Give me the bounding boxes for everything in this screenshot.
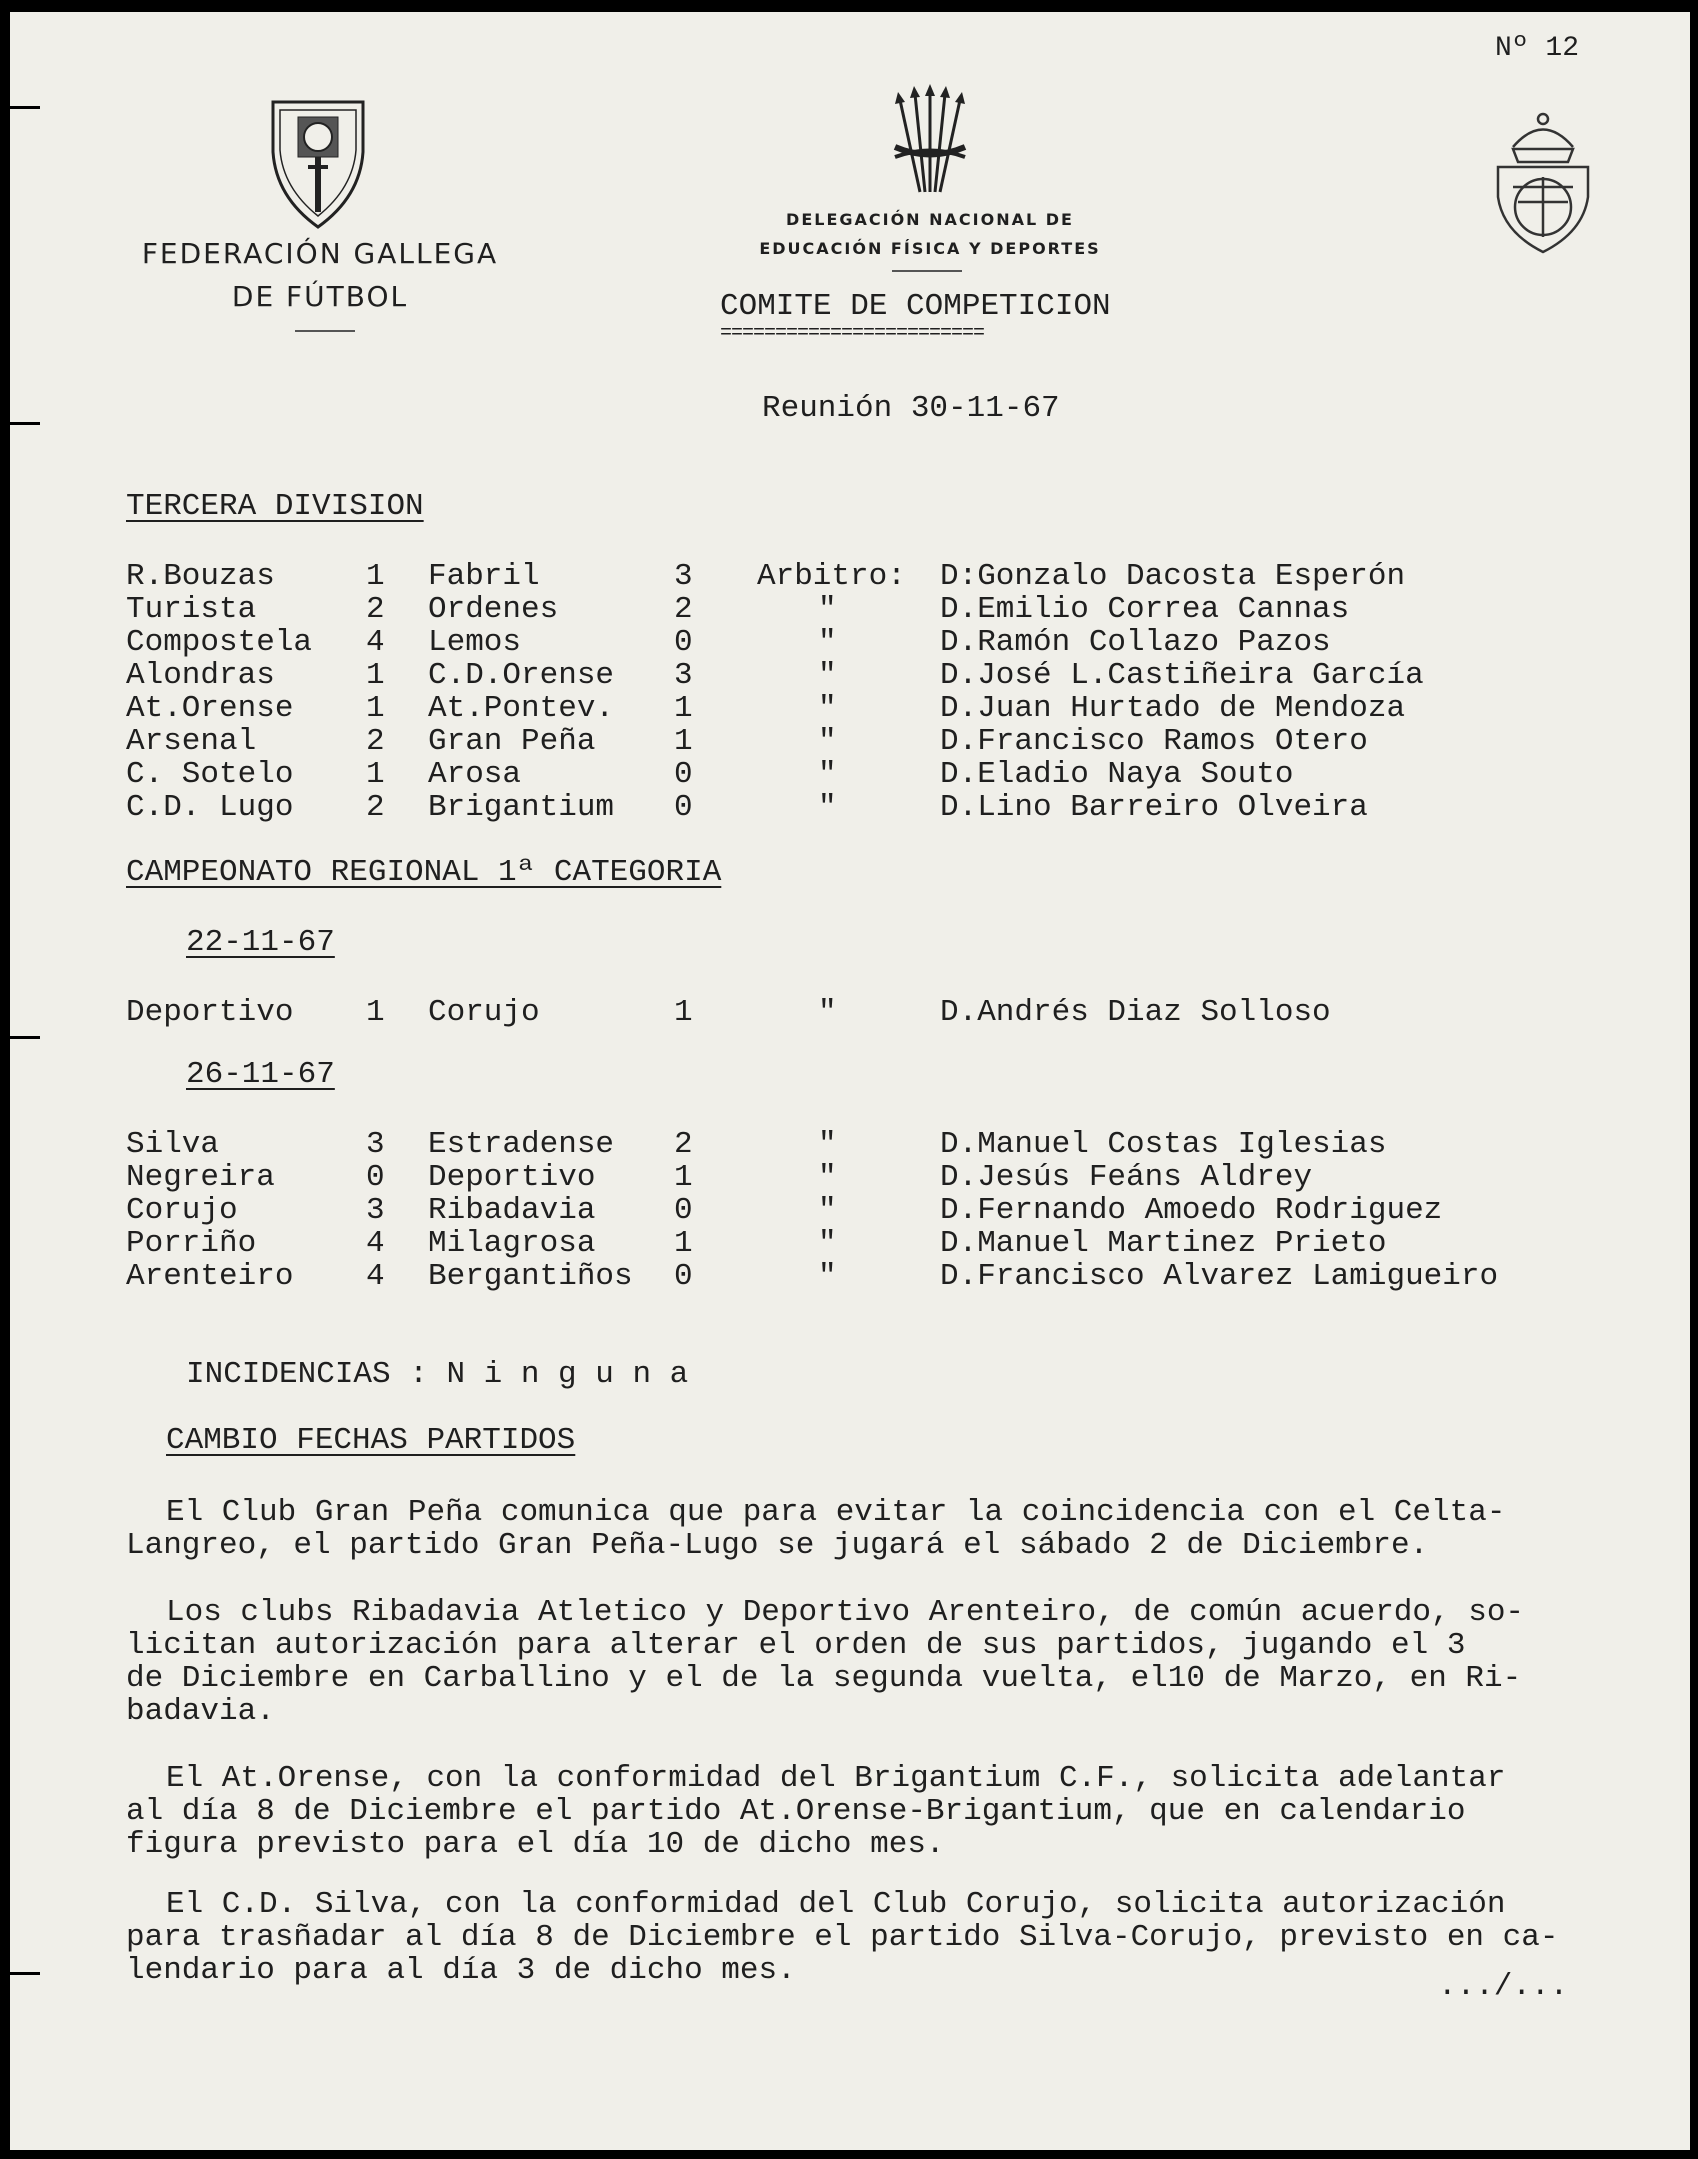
home-score: 2 <box>366 592 385 627</box>
match-date-1: 22-11-67 <box>186 925 335 960</box>
paragraph-line: badavia. <box>126 1694 275 1729</box>
away-score: 3 <box>674 559 693 594</box>
paragraph-line: El Club Gran Peña comunica que para evitar la coincidencia con el Celta- <box>166 1495 1506 1530</box>
referee-name: D.Emilio Correa Cannas <box>940 592 1350 627</box>
away-team: Brigantium <box>428 790 615 825</box>
away-team: Lemos <box>428 625 522 660</box>
committee-title: COMITE DE COMPETICION <box>720 289 1111 324</box>
away-team: C.D.Orense <box>428 658 615 693</box>
match-date-2: 26-11-67 <box>186 1057 335 1092</box>
away-team: Milagrosa <box>428 1226 596 1261</box>
paragraph-line: para trasñadar al día 8 de Diciembre el partido Silva-Corujo, previsto en ca- <box>126 1920 1559 1955</box>
away-score: 0 <box>674 625 693 660</box>
divider <box>295 330 355 332</box>
away-score: 2 <box>674 592 693 627</box>
referee-name: D.Andrés Diaz Solloso <box>940 995 1331 1030</box>
referee-label: " <box>818 1226 837 1261</box>
referee-name: D.Francisco Ramos Otero <box>940 724 1368 759</box>
section-heading-campeonato-regional: CAMPEONATO REGIONAL 1ª CATEGORIA <box>126 855 722 890</box>
yoke-and-arrows-emblem <box>880 82 980 202</box>
incidencias-line: INCIDENCIAS : N i n g u n a <box>186 1357 689 1392</box>
referee-label: " <box>818 757 837 792</box>
document-page <box>10 12 1690 2150</box>
away-team: Gran Peña <box>428 724 596 759</box>
referee-name: D.Francisco Alvarez Lamigueiro <box>940 1259 1499 1294</box>
home-team: C. Sotelo <box>126 757 294 792</box>
divider <box>892 270 962 272</box>
paragraph-line: Langreo, el partido Gran Peña-Lugo se jugará el sábado 2 de Diciembre. <box>126 1528 1429 1563</box>
away-team: Fabril <box>428 559 540 594</box>
referee-name: D.Jesús Feáns Aldrey <box>940 1160 1313 1195</box>
binder-mark <box>10 106 40 109</box>
referee-name: D.Juan Hurtado de Mendoza <box>940 691 1406 726</box>
home-team: Turista <box>126 592 257 627</box>
home-score: 1 <box>366 658 385 693</box>
home-score: 4 <box>366 1259 385 1294</box>
home-team: Silva <box>126 1127 220 1162</box>
home-score: 2 <box>366 790 385 825</box>
away-team: Ribadavia <box>428 1193 596 1228</box>
crown-crest-emblem <box>1488 107 1598 257</box>
paragraph-line: de Diciembre en Carballino y el de la segunda vuelta, el10 de Marzo, en Ri- <box>126 1661 1522 1696</box>
away-team: Ordenes <box>428 592 559 627</box>
referee-label: " <box>818 1127 837 1162</box>
federation-name-line1: FEDERACIÓN GALLEGA <box>141 237 499 270</box>
home-team: Deportivo <box>126 995 294 1030</box>
away-team: Bergantiños <box>428 1259 633 1294</box>
home-score: 2 <box>366 724 385 759</box>
delegation-line1: DELEGACIÓN NACIONAL DE <box>786 210 1074 229</box>
home-team: Arsenal <box>126 724 257 759</box>
away-score: 3 <box>674 658 693 693</box>
binder-mark <box>10 422 40 425</box>
home-team: C.D. Lugo <box>126 790 294 825</box>
home-team: Alondras <box>126 658 275 693</box>
referee-label: " <box>818 658 837 693</box>
referee-name: D:Gonzalo Dacosta Esperón <box>940 559 1406 594</box>
home-team: Arenteiro <box>126 1259 294 1294</box>
referee-label: " <box>818 995 837 1030</box>
home-team: Negreira <box>126 1160 275 1195</box>
home-team: Corujo <box>126 1193 238 1228</box>
continuation-mark: .../... <box>1438 1969 1569 2004</box>
paragraph-line: licitan autorización para alterar el orden de sus partidos, jugando el 3 <box>126 1628 1466 1663</box>
referee-label: " <box>818 790 837 825</box>
delegation-line2: EDUCACIÓN FÍSICA Y DEPORTES <box>759 239 1101 258</box>
paragraph-line: El At.Orense, con la conformidad del Brigantium C.F., solicita adelantar <box>166 1761 1506 1796</box>
referee-name: D.Ramón Collazo Pazos <box>940 625 1331 660</box>
paragraph-line: Los clubs Ribadavia Atletico y Deportivo Arenteiro, de común acuerdo, so- <box>166 1595 1525 1630</box>
away-score: 1 <box>674 691 693 726</box>
referee-label: Arbitro: <box>757 559 906 594</box>
away-score: 0 <box>674 757 693 792</box>
section-heading-tercera-division: TERCERA DIVISION <box>126 489 424 524</box>
referee-label: " <box>818 724 837 759</box>
referee-label: " <box>818 1193 837 1228</box>
away-score: 1 <box>674 1160 693 1195</box>
home-team: At.Orense <box>126 691 294 726</box>
home-score: 1 <box>366 691 385 726</box>
away-score: 0 <box>674 790 693 825</box>
away-team: At.Pontev. <box>428 691 615 726</box>
paragraph-line: lendario para al día 3 de dicho mes. <box>126 1953 796 1988</box>
binder-mark <box>10 1036 40 1039</box>
referee-name: D.Manuel Costas Iglesias <box>940 1127 1387 1162</box>
referee-name: D.Eladio Naya Souto <box>940 757 1294 792</box>
referee-label: " <box>818 691 837 726</box>
away-score: 0 <box>674 1259 693 1294</box>
away-team: Arosa <box>428 757 522 792</box>
referee-name: D.Fernando Amoedo Rodriguez <box>940 1193 1443 1228</box>
away-team: Corujo <box>428 995 540 1030</box>
section-heading-cambio-fechas: CAMBIO FECHAS PARTIDOS <box>166 1423 576 1458</box>
away-team: Deportivo <box>428 1160 596 1195</box>
away-score: 1 <box>674 1226 693 1261</box>
home-score: 3 <box>366 1193 385 1228</box>
document-number: Nº 12 <box>1495 33 1580 64</box>
away-score: 2 <box>674 1127 693 1162</box>
away-team: Estradense <box>428 1127 615 1162</box>
federation-shield-logo <box>268 92 368 232</box>
home-score: 0 <box>366 1160 385 1195</box>
referee-label: " <box>818 1160 837 1195</box>
referee-name: D.Manuel Martinez Prieto <box>940 1226 1387 1261</box>
away-score: 1 <box>674 724 693 759</box>
home-team: Porriño <box>126 1226 257 1261</box>
referee-name: D.José L.Castiñeira García <box>940 658 1424 693</box>
home-team: R.Bouzas <box>126 559 275 594</box>
referee-label: " <box>818 592 837 627</box>
paragraph-line: al día 8 de Diciembre el partido At.Orense-Brigantium, que en calendario <box>126 1794 1466 1829</box>
paragraph-line: El C.D. Silva, con la conformidad del Club Corujo, solicita autorización <box>166 1887 1506 1922</box>
home-score: 1 <box>366 757 385 792</box>
referee-label: " <box>818 625 837 660</box>
committee-title-underline: ======================== <box>720 322 985 345</box>
home-score: 4 <box>366 625 385 660</box>
home-score: 3 <box>366 1127 385 1162</box>
home-score: 4 <box>366 1226 385 1261</box>
home-score: 1 <box>366 995 385 1030</box>
referee-label: " <box>818 1259 837 1294</box>
paragraph-line: figura previsto para el día 10 de dicho mes. <box>126 1827 945 1862</box>
meeting-date: Reunión 30-11-67 <box>762 391 1060 426</box>
federation-name-line2: DE FÚTBOL <box>231 280 409 313</box>
away-score: 0 <box>674 1193 693 1228</box>
home-team: Compostela <box>126 625 313 660</box>
home-score: 1 <box>366 559 385 594</box>
binder-mark <box>10 1972 40 1975</box>
away-score: 1 <box>674 995 693 1030</box>
referee-name: D.Lino Barreiro Olveira <box>940 790 1368 825</box>
